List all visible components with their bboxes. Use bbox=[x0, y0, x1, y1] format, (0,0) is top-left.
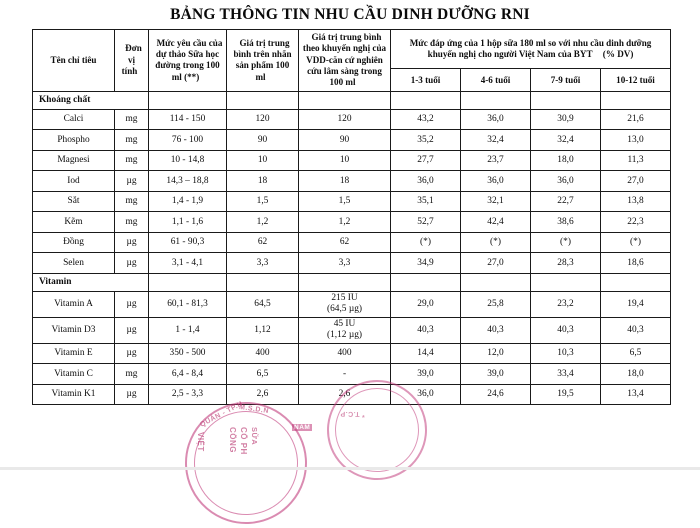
unit-cell: mg bbox=[115, 109, 149, 130]
vdd-average-cell: 1,2 bbox=[299, 212, 391, 233]
table-row bbox=[33, 191, 671, 212]
table-row bbox=[33, 212, 671, 233]
label-average-cell: 10 bbox=[227, 150, 299, 171]
section-header-row bbox=[33, 273, 671, 291]
draft-requirement-cell: 14,3 – 18,8 bbox=[149, 171, 227, 192]
table-row bbox=[33, 150, 671, 171]
nutrient-name-cell: Vitamin E bbox=[33, 343, 115, 364]
dv-percent-cell: 40,3 bbox=[461, 317, 531, 343]
dv-percent-cell: 23,7 bbox=[461, 150, 531, 171]
table-row bbox=[33, 317, 671, 343]
vdd-value-secondary: (64,5 µg) bbox=[326, 304, 363, 315]
col-header-label-average: Giá trị trung bình trên nhãn sản phẩm 100 ml bbox=[227, 30, 299, 92]
dv-percent-cell: 21,6 bbox=[601, 109, 671, 130]
dv-percent-cell: 18,6 bbox=[601, 253, 671, 274]
nutrient-name-cell: Vitamin D3 bbox=[33, 317, 115, 343]
vdd-average-cell: 120 bbox=[299, 109, 391, 130]
draft-requirement-cell: 76 - 100 bbox=[149, 130, 227, 151]
draft-requirement-cell: 1 - 1,4 bbox=[149, 317, 227, 343]
col-header-age-7-9: 7-9 tuổi bbox=[531, 69, 601, 91]
nutrient-name-cell: Calci bbox=[33, 109, 115, 130]
draft-requirement-cell: 114 - 150 bbox=[149, 109, 227, 130]
vdd-average-cell bbox=[299, 317, 391, 343]
unit-cell: mg bbox=[115, 130, 149, 151]
nutrient-name-cell: Kẽm bbox=[33, 212, 115, 233]
label-average-cell: 1,12 bbox=[227, 317, 299, 343]
rni-table-container bbox=[32, 29, 670, 405]
dv-group-line-2: khuyến nghị cho người Việt Nam của BYT bbox=[427, 49, 593, 60]
dv-percent-cell: 27,0 bbox=[601, 171, 671, 192]
dv-percent-cell: 29,0 bbox=[391, 291, 461, 317]
draft-requirement-cell: 61 - 90,3 bbox=[149, 232, 227, 253]
col-header-age-1-3: 1-3 tuổi bbox=[391, 69, 461, 91]
stamp-arc-top-right-text: M.S.D.N bbox=[238, 403, 270, 416]
unit-cell: µg bbox=[115, 171, 149, 192]
section-filler-cell bbox=[461, 91, 531, 109]
dv-percent-cell: 36,0 bbox=[461, 109, 531, 130]
label-average-cell: 6,5 bbox=[227, 364, 299, 385]
vdd-average-cell: - bbox=[299, 364, 391, 385]
draft-requirement-cell: 1,4 - 1,9 bbox=[149, 191, 227, 212]
dv-percent-cell: 39,0 bbox=[391, 364, 461, 385]
dv-percent-cell: 40,3 bbox=[391, 317, 461, 343]
dv-percent-cell: 40,3 bbox=[601, 317, 671, 343]
section-filler-cell bbox=[601, 273, 671, 291]
table-head bbox=[33, 30, 671, 92]
section-title: Vitamin bbox=[33, 273, 149, 291]
rni-table bbox=[32, 29, 671, 405]
vdd-average-cell: 18 bbox=[299, 171, 391, 192]
dv-percent-cell: 27,0 bbox=[461, 253, 531, 274]
nutrient-name-cell: Selen bbox=[33, 253, 115, 274]
dv-percent-cell: 22,3 bbox=[601, 212, 671, 233]
table-row bbox=[33, 109, 671, 130]
dv-percent-cell: 6,5 bbox=[601, 343, 671, 364]
dv-percent-cell: 32,4 bbox=[461, 130, 531, 151]
col-header-age-4-6: 4-6 tuổi bbox=[461, 69, 531, 91]
section-filler-cell bbox=[461, 273, 531, 291]
dv-percent-cell: 36,0 bbox=[461, 171, 531, 192]
section-filler-cell bbox=[299, 273, 391, 291]
dv-percent-cell: 38,6 bbox=[531, 212, 601, 233]
draft-requirement-cell: 60,1 - 81,3 bbox=[149, 291, 227, 317]
vdd-average-cell: 2,6 bbox=[299, 384, 391, 405]
unit-cell: µg bbox=[115, 317, 149, 343]
unit-cell: µg bbox=[115, 384, 149, 405]
vdd-value-primary: 215 IU bbox=[331, 293, 358, 304]
section-filler-cell bbox=[227, 91, 299, 109]
dv-percent-cell: 12,0 bbox=[461, 343, 531, 364]
unit-cell: µg bbox=[115, 253, 149, 274]
dv-group-line-3: (% DV) bbox=[602, 49, 634, 60]
vdd-value-secondary: (1,12 µg) bbox=[326, 330, 363, 341]
stamp-secondary-star-icon: * bbox=[362, 415, 366, 422]
dv-percent-cell: 36,0 bbox=[391, 171, 461, 192]
unit-cell: mg bbox=[115, 364, 149, 385]
section-filler-cell bbox=[227, 273, 299, 291]
company-seal-stamp bbox=[181, 398, 311, 528]
nutrient-name-cell: Sắt bbox=[33, 191, 115, 212]
nutrient-name-cell: Iod bbox=[33, 171, 115, 192]
dv-percent-cell: 23,2 bbox=[531, 291, 601, 317]
dv-percent-cell: 40,3 bbox=[531, 317, 601, 343]
unit-cell: µg bbox=[115, 232, 149, 253]
draft-requirement-cell: 3,1 - 4,1 bbox=[149, 253, 227, 274]
label-average-cell: 90 bbox=[227, 130, 299, 151]
draft-requirement-cell: 350 - 500 bbox=[149, 343, 227, 364]
dv-percent-cell: 33,4 bbox=[531, 364, 601, 385]
dv-percent-cell: 43,2 bbox=[391, 109, 461, 130]
table-row bbox=[33, 384, 671, 405]
dv-percent-cell: 32,4 bbox=[531, 130, 601, 151]
stamp-center-line-3: SỮA bbox=[250, 427, 259, 446]
dv-percent-cell: 14,4 bbox=[391, 343, 461, 364]
table-row bbox=[33, 130, 671, 151]
stamp-center-line-2: CỔ PH bbox=[239, 427, 248, 455]
dv-percent-cell: 13,8 bbox=[601, 191, 671, 212]
dv-percent-cell: 35,2 bbox=[391, 130, 461, 151]
vdd-average-cell: 3,3 bbox=[299, 253, 391, 274]
label-average-cell: 1,5 bbox=[227, 191, 299, 212]
table-body bbox=[33, 91, 671, 405]
label-average-cell: 1,2 bbox=[227, 212, 299, 233]
section-filler-cell bbox=[149, 273, 227, 291]
header-row-top bbox=[33, 30, 671, 69]
col-header-unit: Đơn vị tính bbox=[115, 30, 149, 92]
unit-cell: mg bbox=[115, 191, 149, 212]
section-title: Khoáng chất bbox=[33, 91, 149, 109]
stamp-badge-text: NAM bbox=[294, 424, 311, 431]
dv-percent-cell: 36,0 bbox=[531, 171, 601, 192]
dv-percent-cell: (*) bbox=[461, 232, 531, 253]
col-header-draft: Mức yêu cầu của dự thảo Sữa học đường trong 100 ml (**) bbox=[149, 30, 227, 92]
draft-requirement-cell: 6,4 - 8,4 bbox=[149, 364, 227, 385]
unit-cell: mg bbox=[115, 212, 149, 233]
label-average-cell: 64,5 bbox=[227, 291, 299, 317]
label-average-cell: 2,6 bbox=[227, 384, 299, 405]
section-filler-cell bbox=[531, 91, 601, 109]
dv-percent-cell: 24,6 bbox=[461, 384, 531, 405]
label-average-cell: 120 bbox=[227, 109, 299, 130]
col-header-dv-group bbox=[391, 30, 671, 69]
section-header-row bbox=[33, 91, 671, 109]
dv-percent-cell: 36,0 bbox=[391, 384, 461, 405]
dv-percent-cell: 52,7 bbox=[391, 212, 461, 233]
label-average-cell: 400 bbox=[227, 343, 299, 364]
table-row bbox=[33, 171, 671, 192]
unit-cell: mg bbox=[115, 150, 149, 171]
dv-percent-cell: (*) bbox=[601, 232, 671, 253]
nutrient-name-cell: Phospho bbox=[33, 130, 115, 151]
table-row bbox=[33, 232, 671, 253]
dv-percent-cell: 11,3 bbox=[601, 150, 671, 171]
dv-percent-cell: 19,4 bbox=[601, 291, 671, 317]
dv-percent-cell: 27,7 bbox=[391, 150, 461, 171]
dv-percent-cell: 22,7 bbox=[531, 191, 601, 212]
dv-percent-cell: 32,1 bbox=[461, 191, 531, 212]
vdd-average-cell bbox=[299, 291, 391, 317]
col-header-age-10-12: 10-12 tuổi bbox=[601, 69, 671, 91]
dv-percent-cell: (*) bbox=[391, 232, 461, 253]
section-filler-cell bbox=[531, 273, 601, 291]
table-row bbox=[33, 291, 671, 317]
dv-percent-cell: 42,4 bbox=[461, 212, 531, 233]
unit-cell: µg bbox=[115, 343, 149, 364]
col-header-vdd-average: Giá trị trung bình theo khuyến nghị của VDD-căn cứ nghiên cứu lâm sàng trong 100 ml bbox=[299, 30, 391, 92]
draft-requirement-cell: 2,5 - 3,3 bbox=[149, 384, 227, 405]
dv-percent-cell: 25,8 bbox=[461, 291, 531, 317]
dv-percent-cell: 34,9 bbox=[391, 253, 461, 274]
stamp-left-vertical-text: VIỆT bbox=[196, 432, 205, 452]
col-header-name: Tên chỉ tiêu bbox=[33, 30, 115, 92]
vdd-average-cell: 1,5 bbox=[299, 191, 391, 212]
table-row bbox=[33, 364, 671, 385]
vdd-average-cell: 62 bbox=[299, 232, 391, 253]
label-average-cell: 62 bbox=[227, 232, 299, 253]
dv-percent-cell: 30,9 bbox=[531, 109, 601, 130]
table-row bbox=[33, 253, 671, 274]
dv-percent-cell: 18,0 bbox=[601, 364, 671, 385]
dv-percent-cell: (*) bbox=[531, 232, 601, 253]
label-average-cell: 18 bbox=[227, 171, 299, 192]
nutrient-name-cell: Magnesi bbox=[33, 150, 115, 171]
dv-group-line-1: Mức đáp ứng của 1 hộp sữa 180 ml so với nhu cầu dinh dưỡng bbox=[409, 37, 652, 48]
vdd-average-cell: 90 bbox=[299, 130, 391, 151]
label-average-cell: 3,3 bbox=[227, 253, 299, 274]
dv-percent-cell: 13,0 bbox=[601, 130, 671, 151]
section-filler-cell bbox=[391, 91, 461, 109]
nutrient-name-cell: Vitamin K1 bbox=[33, 384, 115, 405]
draft-requirement-cell: 1,1 - 1,6 bbox=[149, 212, 227, 233]
table-row bbox=[33, 343, 671, 364]
nutrient-name-cell: Đồng bbox=[33, 232, 115, 253]
nutrient-name-cell: Vitamin A bbox=[33, 291, 115, 317]
section-filler-cell bbox=[149, 91, 227, 109]
dv-percent-cell: 19,5 bbox=[531, 384, 601, 405]
stamp-center-line-1: CÔNG bbox=[228, 427, 237, 453]
section-filler-cell bbox=[601, 91, 671, 109]
dv-percent-cell: 39,0 bbox=[461, 364, 531, 385]
vdd-average-cell: 400 bbox=[299, 343, 391, 364]
dv-percent-cell: 13,4 bbox=[601, 384, 671, 405]
stamp-secondary-text: T.C.P bbox=[339, 409, 360, 418]
nutrient-name-cell: Vitamin C bbox=[33, 364, 115, 385]
vdd-average-cell: 10 bbox=[299, 150, 391, 171]
unit-cell: µg bbox=[115, 291, 149, 317]
vdd-value-primary: 45 IU bbox=[333, 319, 356, 330]
draft-requirement-cell: 10 - 14,8 bbox=[149, 150, 227, 171]
section-filler-cell bbox=[299, 91, 391, 109]
stamp-arc-top-left-text: QUẢN - TP.H bbox=[199, 400, 245, 429]
dv-percent-cell: 10,3 bbox=[531, 343, 601, 364]
section-filler-cell bbox=[391, 273, 461, 291]
dv-percent-cell: 35,1 bbox=[391, 191, 461, 212]
dv-percent-cell: 18,0 bbox=[531, 150, 601, 171]
dv-percent-cell: 28,3 bbox=[531, 253, 601, 274]
page-title: BẢNG THÔNG TIN NHU CẦU DINH DƯỠNG RNI bbox=[170, 6, 530, 23]
